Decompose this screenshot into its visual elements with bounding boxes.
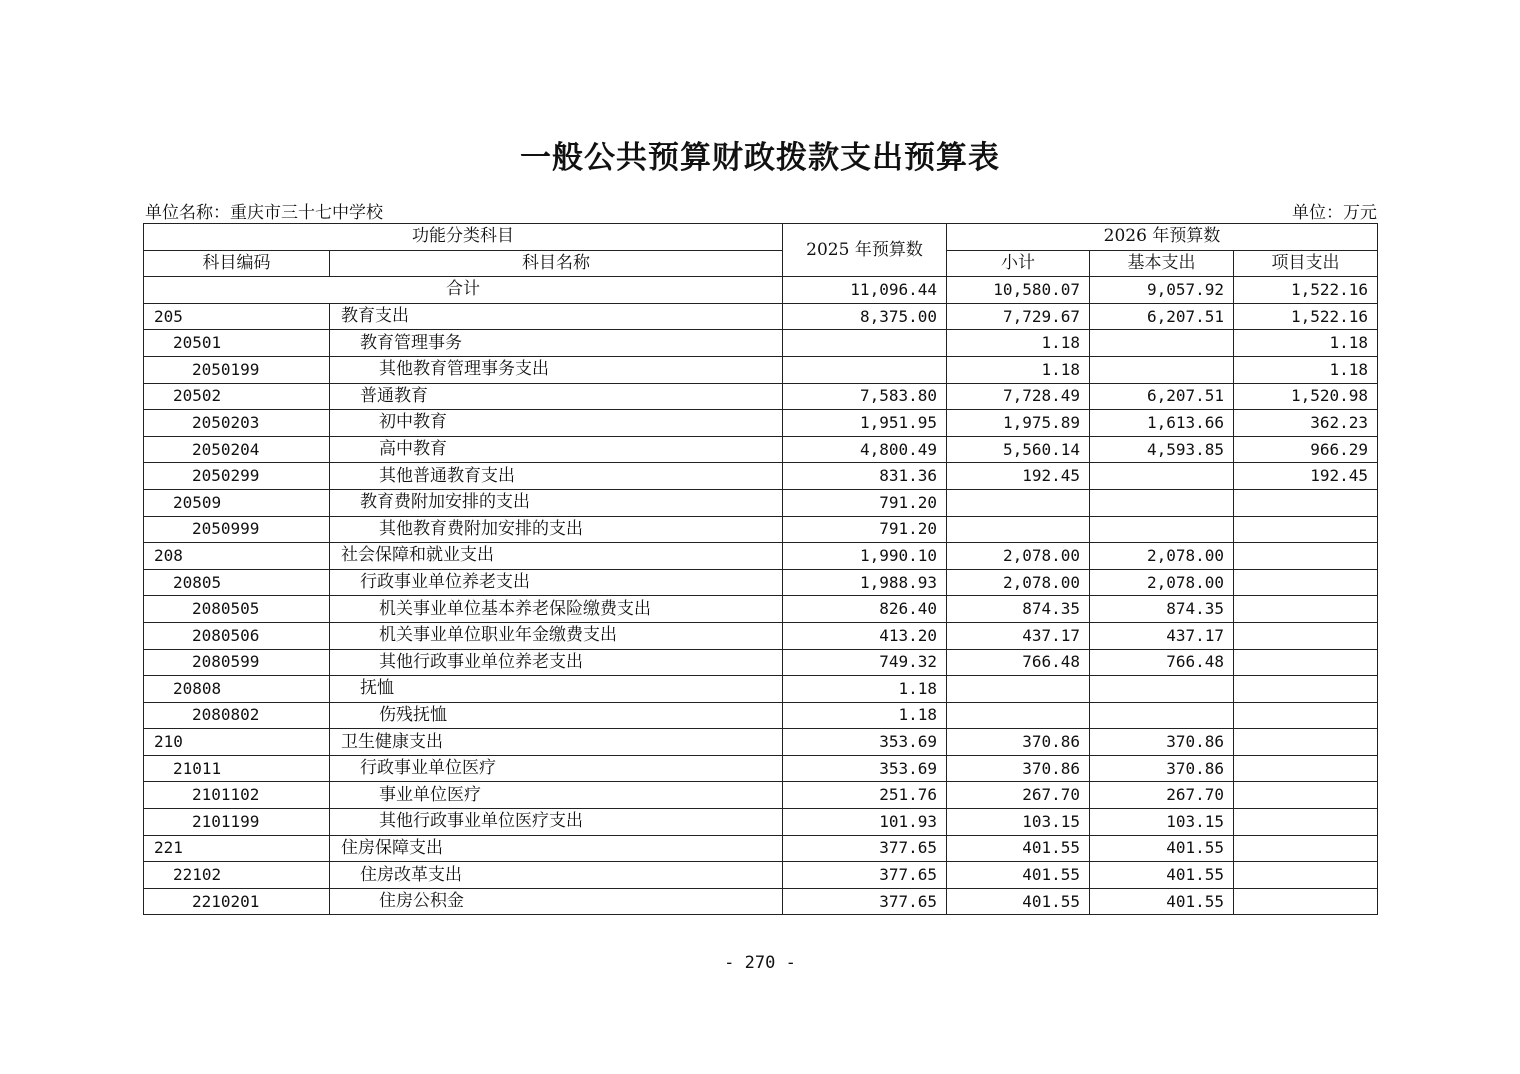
table-row: [144, 303, 1378, 330]
table-row: [144, 702, 1378, 729]
cell-2025: 377.65: [783, 888, 947, 915]
table-row: [144, 888, 1378, 915]
cell-2025: 413.20: [783, 622, 947, 649]
total-2025: 11,096.44: [783, 277, 947, 304]
cell-basic: [1090, 516, 1234, 543]
cell-project: [1234, 888, 1378, 915]
cell-subtotal: 192.45: [947, 463, 1090, 490]
table-row: [144, 489, 1378, 516]
total-subtotal: 10,580.07: [947, 277, 1090, 304]
cell-project: [1234, 835, 1378, 862]
cell-basic: 4,593.85: [1090, 436, 1234, 463]
cell-subtotal: [947, 516, 1090, 543]
cell-project: [1234, 729, 1378, 756]
cell-project: [1234, 809, 1378, 836]
cell-code: 22102: [144, 862, 330, 889]
cell-code: 2050199: [144, 356, 330, 383]
cell-basic: [1090, 330, 1234, 357]
total-project: 1,522.16: [1234, 277, 1378, 304]
cell-name: 其他行政事业单位医疗支出: [330, 809, 783, 836]
cell-subtotal: 103.15: [947, 809, 1090, 836]
cell-name: 其他行政事业单位养老支出: [330, 649, 783, 676]
cell-code: 2050999: [144, 516, 330, 543]
cell-subtotal: 5,560.14: [947, 436, 1090, 463]
cell-project: [1234, 516, 1378, 543]
cell-code: 2210201: [144, 888, 330, 915]
table-row: [144, 383, 1378, 410]
cell-code: 2050299: [144, 463, 330, 490]
table-row: [144, 676, 1378, 703]
cell-2025: 101.93: [783, 809, 947, 836]
table-row: [144, 782, 1378, 809]
cell-subtotal: [947, 676, 1090, 703]
cell-name: 机关事业单位职业年金缴费支出: [330, 622, 783, 649]
cell-code: 2101199: [144, 809, 330, 836]
table-row: [144, 569, 1378, 596]
cell-basic: 401.55: [1090, 888, 1234, 915]
cell-subtotal: 370.86: [947, 729, 1090, 756]
cell-subtotal: 437.17: [947, 622, 1090, 649]
cell-basic: 6,207.51: [1090, 383, 1234, 410]
cell-basic: 2,078.00: [1090, 543, 1234, 570]
cell-2025: 791.20: [783, 489, 947, 516]
cell-name: 抚恤: [330, 676, 783, 703]
cell-2025: 1,951.95: [783, 410, 947, 437]
cell-project: 362.23: [1234, 410, 1378, 437]
cell-2025: 826.40: [783, 596, 947, 623]
cell-basic: 103.15: [1090, 809, 1234, 836]
cell-project: [1234, 649, 1378, 676]
table-row: [144, 622, 1378, 649]
cell-2025: 1.18: [783, 702, 947, 729]
header-code: 科目编码: [144, 250, 330, 277]
cell-name: 高中教育: [330, 436, 783, 463]
cell-name: 行政事业单位医疗: [330, 755, 783, 782]
cell-subtotal: 2,078.00: [947, 569, 1090, 596]
table-row: [144, 755, 1378, 782]
table-row: [144, 330, 1378, 357]
cell-code: 221: [144, 835, 330, 862]
cell-project: [1234, 569, 1378, 596]
table-row: [144, 410, 1378, 437]
cell-project: [1234, 489, 1378, 516]
cell-2025: 8,375.00: [783, 303, 947, 330]
cell-code: 2050203: [144, 410, 330, 437]
total-basic: 9,057.92: [1090, 277, 1234, 304]
page-number: - 270 -: [724, 953, 796, 973]
cell-2025: 353.69: [783, 729, 947, 756]
cell-code: 20509: [144, 489, 330, 516]
cell-project: 1.18: [1234, 356, 1378, 383]
cell-basic: 874.35: [1090, 596, 1234, 623]
cell-2025: 353.69: [783, 755, 947, 782]
cell-code: 20805: [144, 569, 330, 596]
cell-basic: 6,207.51: [1090, 303, 1234, 330]
cell-2025: 7,583.80: [783, 383, 947, 410]
unit-label: 单位：万元: [1292, 203, 1377, 223]
cell-code: 2080506: [144, 622, 330, 649]
cell-subtotal: [947, 702, 1090, 729]
cell-project: [1234, 702, 1378, 729]
cell-basic: 437.17: [1090, 622, 1234, 649]
cell-project: [1234, 676, 1378, 703]
cell-code: 20808: [144, 676, 330, 703]
cell-subtotal: 874.35: [947, 596, 1090, 623]
cell-name: 事业单位医疗: [330, 782, 783, 809]
cell-basic: 370.86: [1090, 755, 1234, 782]
cell-project: [1234, 862, 1378, 889]
cell-basic: 267.70: [1090, 782, 1234, 809]
cell-name: 伤残抚恤: [330, 702, 783, 729]
cell-2025: 377.65: [783, 862, 947, 889]
cell-code: 210: [144, 729, 330, 756]
cell-code: 205: [144, 303, 330, 330]
header-basic: 基本支出: [1090, 250, 1234, 277]
table-row: [144, 649, 1378, 676]
cell-basic: [1090, 489, 1234, 516]
cell-subtotal: [947, 489, 1090, 516]
cell-project: [1234, 596, 1378, 623]
cell-project: [1234, 622, 1378, 649]
table-row: [144, 835, 1378, 862]
cell-project: [1234, 755, 1378, 782]
cell-name: 普通教育: [330, 383, 783, 410]
cell-subtotal: 401.55: [947, 835, 1090, 862]
cell-2025: [783, 330, 947, 357]
cell-2025: 377.65: [783, 835, 947, 862]
cell-basic: [1090, 676, 1234, 703]
cell-project: [1234, 543, 1378, 570]
cell-subtotal: 766.48: [947, 649, 1090, 676]
cell-name: 社会保障和就业支出: [330, 543, 783, 570]
cell-name: 其他教育管理事务支出: [330, 356, 783, 383]
cell-name: 住房公积金: [330, 888, 783, 915]
cell-subtotal: 2,078.00: [947, 543, 1090, 570]
cell-subtotal: 401.55: [947, 888, 1090, 915]
cell-basic: 370.86: [1090, 729, 1234, 756]
cell-name: 住房保障支出: [330, 835, 783, 862]
cell-project: 1,520.98: [1234, 383, 1378, 410]
cell-2025: 4,800.49: [783, 436, 947, 463]
cell-code: 20501: [144, 330, 330, 357]
header-function-category: 功能分类科目: [144, 224, 783, 251]
cell-code: 2101102: [144, 782, 330, 809]
cell-code: 20502: [144, 383, 330, 410]
cell-name: 其他教育费附加安排的支出: [330, 516, 783, 543]
cell-project: 1.18: [1234, 330, 1378, 357]
header-subtotal: 小计: [947, 250, 1090, 277]
cell-project: 192.45: [1234, 463, 1378, 490]
cell-basic: 401.55: [1090, 835, 1234, 862]
cell-subtotal: 1.18: [947, 356, 1090, 383]
cell-2025: 251.76: [783, 782, 947, 809]
cell-subtotal: 267.70: [947, 782, 1090, 809]
header-project: 项目支出: [1234, 250, 1378, 277]
cell-subtotal: 1,975.89: [947, 410, 1090, 437]
cell-2025: 1.18: [783, 676, 947, 703]
table-row: [144, 356, 1378, 383]
cell-code: 2080599: [144, 649, 330, 676]
cell-subtotal: 7,728.49: [947, 383, 1090, 410]
cell-code: 2080802: [144, 702, 330, 729]
cell-basic: 401.55: [1090, 862, 1234, 889]
table-row: [144, 436, 1378, 463]
header-budget-2025: 2025 年预算数: [783, 224, 947, 277]
cell-name: 卫生健康支出: [330, 729, 783, 756]
table-row: [144, 463, 1378, 490]
cell-project: 1,522.16: [1234, 303, 1378, 330]
cell-basic: 2,078.00: [1090, 569, 1234, 596]
header-name: 科目名称: [330, 250, 783, 277]
cell-subtotal: 7,729.67: [947, 303, 1090, 330]
page-title: 一般公共预算财政拨款支出预算表: [520, 140, 1000, 176]
table-row: [144, 729, 1378, 756]
cell-project: 966.29: [1234, 436, 1378, 463]
cell-code: 2050204: [144, 436, 330, 463]
unit-name: 单位名称：重庆市三十七中学校: [145, 203, 383, 223]
total-label: 合计: [144, 277, 783, 304]
cell-name: 教育支出: [330, 303, 783, 330]
cell-2025: 791.20: [783, 516, 947, 543]
cell-2025: [783, 356, 947, 383]
budget-table: [143, 223, 1378, 915]
cell-name: 教育管理事务: [330, 330, 783, 357]
cell-2025: 1,988.93: [783, 569, 947, 596]
cell-name: 行政事业单位养老支出: [330, 569, 783, 596]
cell-2025: 831.36: [783, 463, 947, 490]
cell-name: 教育费附加安排的支出: [330, 489, 783, 516]
cell-name: 机关事业单位基本养老保险缴费支出: [330, 596, 783, 623]
cell-name: 初中教育: [330, 410, 783, 437]
header-budget-2026: 2026 年预算数: [947, 224, 1378, 251]
table-row: [144, 862, 1378, 889]
cell-basic: 766.48: [1090, 649, 1234, 676]
cell-code: 208: [144, 543, 330, 570]
cell-subtotal: 370.86: [947, 755, 1090, 782]
cell-basic: [1090, 702, 1234, 729]
cell-2025: 1,990.10: [783, 543, 947, 570]
table-row: [144, 809, 1378, 836]
table-row: [144, 516, 1378, 543]
cell-subtotal: 1.18: [947, 330, 1090, 357]
cell-code: 21011: [144, 755, 330, 782]
header-row-2: [144, 250, 1378, 277]
total-row: [144, 277, 1378, 304]
table-row: [144, 596, 1378, 623]
cell-basic: 1,613.66: [1090, 410, 1234, 437]
cell-name: 住房改革支出: [330, 862, 783, 889]
table-row: [144, 543, 1378, 570]
cell-subtotal: 401.55: [947, 862, 1090, 889]
cell-project: [1234, 782, 1378, 809]
cell-basic: [1090, 356, 1234, 383]
cell-code: 2080505: [144, 596, 330, 623]
cell-basic: [1090, 463, 1234, 490]
cell-2025: 749.32: [783, 649, 947, 676]
header-row-1: [144, 224, 1378, 251]
cell-name: 其他普通教育支出: [330, 463, 783, 490]
